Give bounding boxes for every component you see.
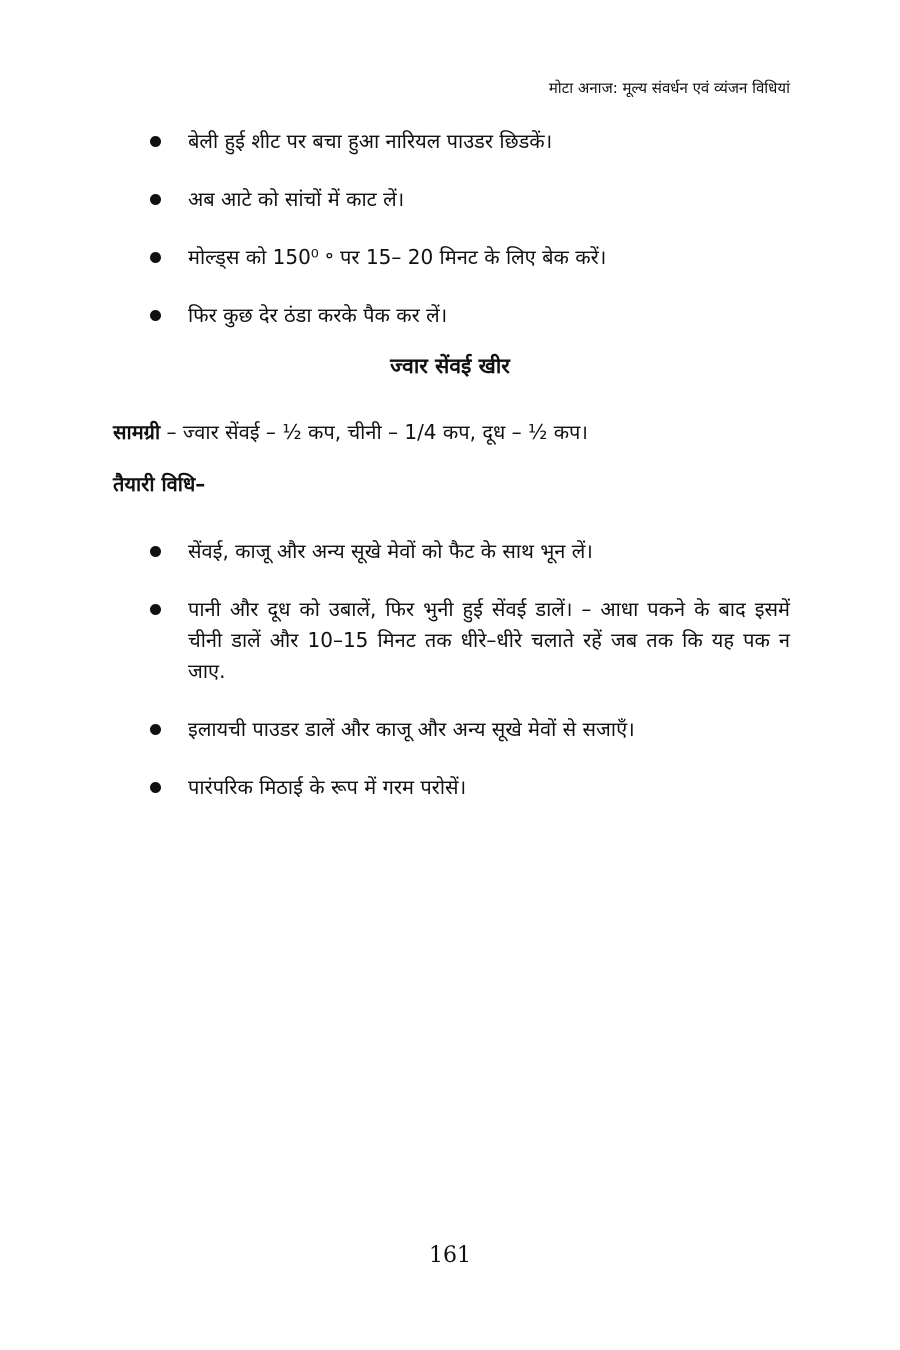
method-steps-list	[150, 536, 790, 830]
list-item-text: बेली हुई शीट पर बचा हुआ नारियल पाउडर छिडकें।	[188, 129, 553, 153]
list-item-text: पानी और दूध को उबालें, फिर भुनी हुई सेंवई डालें। – आधा पकने के बाद इसमें चीनी डालें और 10–15 मिनट तक धीरे–धीरे चलाते रहें जब तक कि यह पक न जाए.	[188, 597, 790, 683]
list-item	[150, 242, 790, 273]
list-item-text: मोल्ड्स को 150⁰ ॰ पर 15– 20 मिनट के लिए बेक करें।	[188, 245, 607, 269]
bullet-icon	[150, 724, 161, 735]
previous-steps-list	[150, 126, 790, 358]
ingredients-text: – ज्वार सेंवई – ½ कप, चीनी – 1/4 कप, दूध – ½ कप।	[160, 420, 589, 444]
list-item-text: अब आटे को सांचों में काट लें।	[188, 187, 405, 211]
recipe-title: ज्वार सेंवई खीर	[390, 354, 510, 378]
bullet-icon	[150, 782, 161, 793]
list-item	[150, 594, 790, 687]
method-heading: तैयारी विधि–	[113, 472, 206, 496]
list-item	[150, 772, 790, 803]
list-item-text: पारंपरिक मिठाई के रूप में गरम परोसें।	[188, 775, 467, 799]
list-item	[150, 184, 790, 215]
list-item-text: इलायची पाउडर डालें और काजू और अन्य सूखे मेवों से सजाएँ।	[188, 717, 635, 741]
list-item-text: सेंवई, काजू और अन्य सूखे मेवों को फैट के साथ भून लें।	[188, 539, 593, 563]
bullet-icon	[150, 194, 161, 205]
list-item	[150, 536, 790, 567]
bullet-icon	[150, 310, 161, 321]
page-number: 161	[429, 1243, 471, 1268]
list-item	[150, 126, 790, 157]
list-item	[150, 300, 790, 331]
bullet-icon	[150, 136, 161, 147]
bullet-icon	[150, 604, 161, 615]
list-item	[150, 714, 790, 745]
ingredients-label: सामग्री	[113, 420, 161, 444]
bullet-icon	[150, 546, 161, 557]
ingredients-line	[113, 418, 588, 445]
bullet-icon	[150, 252, 161, 263]
list-item-text: फिर कुछ देर ठंडा करके पैक कर लें।	[188, 303, 448, 327]
running-header: मोटा अनाज: मूल्य संवर्धन एवं व्यंजन विधियां	[548, 79, 790, 97]
